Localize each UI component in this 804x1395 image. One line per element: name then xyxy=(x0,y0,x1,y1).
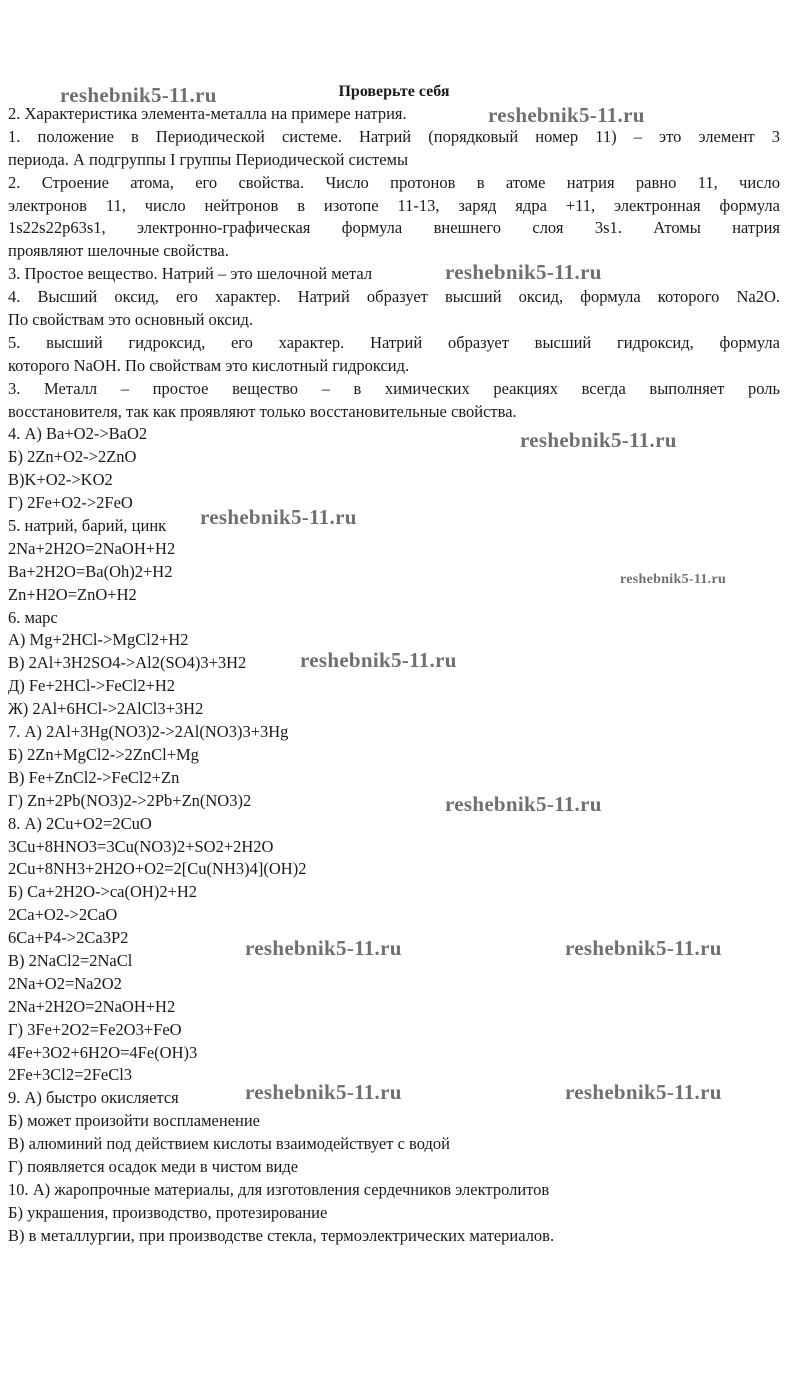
watermark: reshebnik5-11.ru xyxy=(300,648,457,672)
text-line: 9. А) быстро окисляется xyxy=(8,1088,179,1108)
text-line: Б) украшения, производство, протезирование xyxy=(8,1202,328,1222)
text-line: проявляют шелочные свойства. xyxy=(8,241,229,261)
text-line: 8. А) 2Cu+O2=2CuO xyxy=(8,813,152,833)
text-line: 10. А) жаропрочные материалы, для изготовления сердечников электролитов xyxy=(8,1179,550,1199)
text-line: В) 2NaCl2=2NaCl xyxy=(8,950,133,970)
text-line: А) Mg+2HCl->MgCl2+H2 xyxy=(8,630,189,650)
text-line: 1. положение в Периодической системе. Натрий (порядковый номер 11) – это элемент 3 xyxy=(8,126,780,146)
text-line: Ж) 2Al+6HCl->2AlCl3+3H2 xyxy=(8,699,204,719)
text-line: 2. Строение атома, его свойства. Число протонов в атоме натрия равно 11, число xyxy=(8,172,780,192)
text-line: В)K+O2->KO2 xyxy=(8,470,113,490)
text-line: 2Na+O2=Na2O2 xyxy=(8,973,122,993)
text-line: 5. натрий, барий, цинк xyxy=(8,516,167,536)
text-line: 1s22s22p63s1, электронно-графическая формула внешнего слоя 3s1. Атомы натрия xyxy=(8,218,780,238)
watermark: reshebnik5-11.ru xyxy=(445,792,602,816)
text-line: 5. высший гидроксид, его характер. Натрий образует высший гидроксид, формула xyxy=(8,332,780,352)
text-line: 4. Высший оксид, его характер. Натрий образует высший оксид, формула которого Na2O. xyxy=(8,287,780,307)
text-line: которого NaOH. По свойствам это кислотный гидроксид. xyxy=(8,355,410,375)
watermark: reshebnik5-11.ru xyxy=(488,103,645,127)
watermark: reshebnik5-11.ru xyxy=(200,505,357,529)
watermark: reshebnik5-11.ru xyxy=(565,1080,722,1104)
watermark: reshebnik5-11.ru xyxy=(60,83,217,107)
text-line: 2Cu+8NH3+2H2O+O2=2[Cu(NH3)4](OH)2 xyxy=(8,859,307,879)
watermark: reshebnik5-11.ru xyxy=(565,936,722,960)
text-line: 2Ca+O2->2CaO xyxy=(8,905,118,925)
text-lines xyxy=(8,103,780,1248)
text-line: В) 2Al+3H2SO4->Al2(SO4)3+3H2 xyxy=(8,653,247,673)
text-line: Б) Ca+2H2O->ca(OH)2+H2 xyxy=(8,882,198,902)
text-line: электронов 11, число нейтронов в изотопе 11-13, заряд ядра +11, электронная формула xyxy=(8,195,780,215)
text-line: Г) Zn+2Pb(NO3)2->2Pb+Zn(NO3)2 xyxy=(8,790,252,810)
watermark: reshebnik5-11.ru xyxy=(245,936,402,960)
text-line: 4Fe+3O2+6H2O=4Fe(OH)3 xyxy=(8,1042,198,1062)
watermark: reshebnik5-11.ru xyxy=(620,572,727,587)
watermark: reshebnik5-11.ru xyxy=(245,1080,402,1104)
text-line: 7. А) 2Al+3Hg(NO3)2->2Al(NO3)3+3Hg xyxy=(8,722,289,742)
text-line: восстановителя, так как проявляют только восстановительные свойства. xyxy=(8,401,517,421)
text-line: 3Cu+8HNO3=3Cu(NO3)2+SO2+2H2O xyxy=(8,836,274,856)
text-line: Г) появляется осадок меди в чистом виде xyxy=(8,1156,299,1176)
text-line: периода. А подгруппы I группы Периодической системы xyxy=(8,149,409,169)
text-line: Б) 2Zn+O2->2ZnO xyxy=(8,447,137,467)
text-line: По свойствам это основный оксид. xyxy=(8,310,254,330)
text-line: 6Ca+P4->2Ca3P2 xyxy=(8,928,129,948)
text-line: 4. А) Ba+O2->BaO2 xyxy=(8,424,148,444)
text-line: Zn+H2O=ZnO+H2 xyxy=(8,584,137,604)
watermark: reshebnik5-11.ru xyxy=(445,260,602,284)
text-line: Б) 2Zn+MgCl2->2ZnCl+Mg xyxy=(8,744,199,764)
page-title: Проверьте себя xyxy=(338,83,450,100)
watermark: reshebnik5-11.ru xyxy=(520,428,677,452)
text-line: 2. Характеристика элемента-металла на примере натрия. xyxy=(8,104,407,123)
text-line: В) в металлургии, при производстве стекла, термоэлектрических материалов. xyxy=(8,1225,555,1245)
text-line: Г) 3Fe+2O2=Fe2O3+FeO xyxy=(8,1019,182,1039)
text-line: Д) Fe+2HCl->FeCl2+H2 xyxy=(8,676,176,696)
text-line: 6. марс xyxy=(8,607,58,627)
text-line: 2Fe+3Cl2=2FeCl3 xyxy=(8,1065,133,1085)
text-line: Ba+2H2O=Ba(Oh)2+H2 xyxy=(8,561,173,581)
text-line: В) Fe+ZnCl2->FeCl2+Zn xyxy=(8,767,180,787)
text-line: 3. Простое вещество. Натрий – это шелочной метал xyxy=(8,264,373,284)
text-line: 2Na+2H2O=2NaOH+H2 xyxy=(8,538,176,558)
text-line: Б) может произойти воспламенение xyxy=(8,1111,260,1131)
text-line: 2Na+2H2O=2NaOH+H2 xyxy=(8,996,176,1016)
text-line: Г) 2Fe+O2->2FeO xyxy=(8,493,133,513)
text-line: В) алюминий под действием кислоты взаимодействует с водой xyxy=(8,1134,450,1154)
text-line: 3. Металл – простое вещество – в химических реакциях всегда выполняет роль xyxy=(8,378,780,398)
